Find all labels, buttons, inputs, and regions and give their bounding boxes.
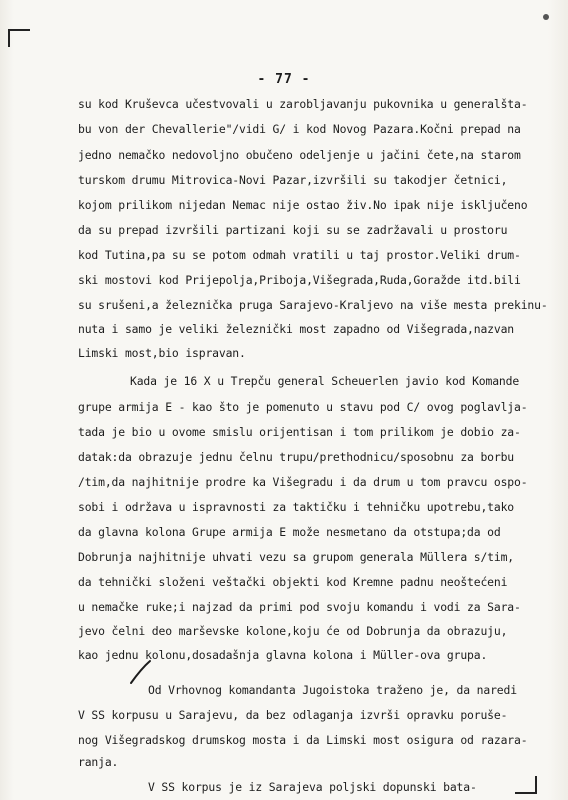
page-number: - 77 - — [257, 72, 311, 87]
text-line: /tim,da najhitnije prodre ka Višegradu i da drum u tom pravcu ospo- — [78, 475, 528, 489]
text-line: da glavna kolona Grupe armija E može nesmetano da otstupa;da od — [78, 525, 501, 539]
text-line: sobi i održava u ispravnosti za taktičku i tehničku upotrebu,tako — [78, 500, 515, 514]
text-line: nuta i samo je veliki železnički most zapadno od Višegrada,nazvan — [78, 322, 515, 336]
corner-mark — [8, 29, 30, 31]
text-line: da tehnički složeni veštački objekti kod Kremne padnu neoštećeni — [78, 575, 508, 589]
text-line: kojom prilikom nijedan Nemac nije ostao živ.No ipak nije isključeno — [78, 198, 528, 212]
text-line: da su prepad izvršili partizani koji su se zadržavali u prostoru — [78, 223, 508, 237]
text-line: kod Tutina,pa su se potom odmah vratili u taj prostor.Veliki drum- — [78, 248, 521, 262]
text-line: datak:da obrazuje jednu čelnu trupu/prethodnicu/sposobnu za borbu — [78, 450, 515, 464]
text-line: jedno nemačko nedovoljno obučeno odeljenje u jačini čete,na starom — [78, 148, 521, 162]
text-line: bu von der Chevallerie"/vidi G/ i kod Novog Pazara.Kočni prepad na — [78, 122, 521, 136]
text-line: su srušeni,a železnička pruga Sarajevo-Kraljevo na više mesta prekinu- — [78, 298, 548, 312]
corner-mark — [543, 14, 549, 20]
text-line: Kada je 16 X u Trepču general Scheuerlen javio kod Komande — [130, 374, 520, 388]
text-line: su kod Kruševca učestvovali u zarobljavanju pukovnika u generalšta- — [78, 97, 528, 111]
text-line: kao jednu kolonu,dosadašnja glavna kolona i Müller-ova grupa. — [78, 648, 488, 662]
text-line: ski mostovi kod Prijepolja,Priboja,Višegrada,Ruda,Goražde itd.bili — [78, 273, 521, 287]
text-line: tada je bio u ovome smislu orijentisan i tom prilikom je dobio za- — [78, 425, 521, 439]
text-line: Dobrunja najhitnije uhvati vezu sa grupom generala Müllera s/tim, — [78, 550, 515, 564]
text-line: grupe armija E - kao što je pomenuto u stavu pod C/ ovog poglavlja- — [78, 400, 528, 414]
text-line: Od Vrhovnog komandanta Jugoistoka traženo je, da naredi — [148, 683, 517, 697]
pen-stroke-mark — [128, 658, 154, 686]
text-line: V SS korpus je iz Sarajeva poljski dopunski bata- — [148, 780, 477, 794]
text-line: Limski most,bio ispravan. — [78, 346, 246, 360]
text-line: V SS korpusu u Sarajevu, da bez odlaganja izvrši opravku poruše- — [78, 708, 508, 722]
corner-mark — [8, 29, 10, 47]
text-line: nog Višegradskog drumskog mosta i da Limski most osigura od razara- — [78, 733, 528, 747]
text-line: u nemačke ruke;i najzad da primi pod svoju komandu i vodi za Sara- — [78, 600, 521, 614]
corner-mark — [515, 792, 537, 794]
text-line: turskom drumu Mitrovica-Novi Pazar,izvršili su takodjer četnici, — [78, 173, 508, 187]
text-line: ranja. — [78, 755, 119, 769]
text-line: jevo čelni deo marševske kolone,koju će od Dobrunja da obrazuju, — [78, 624, 508, 638]
